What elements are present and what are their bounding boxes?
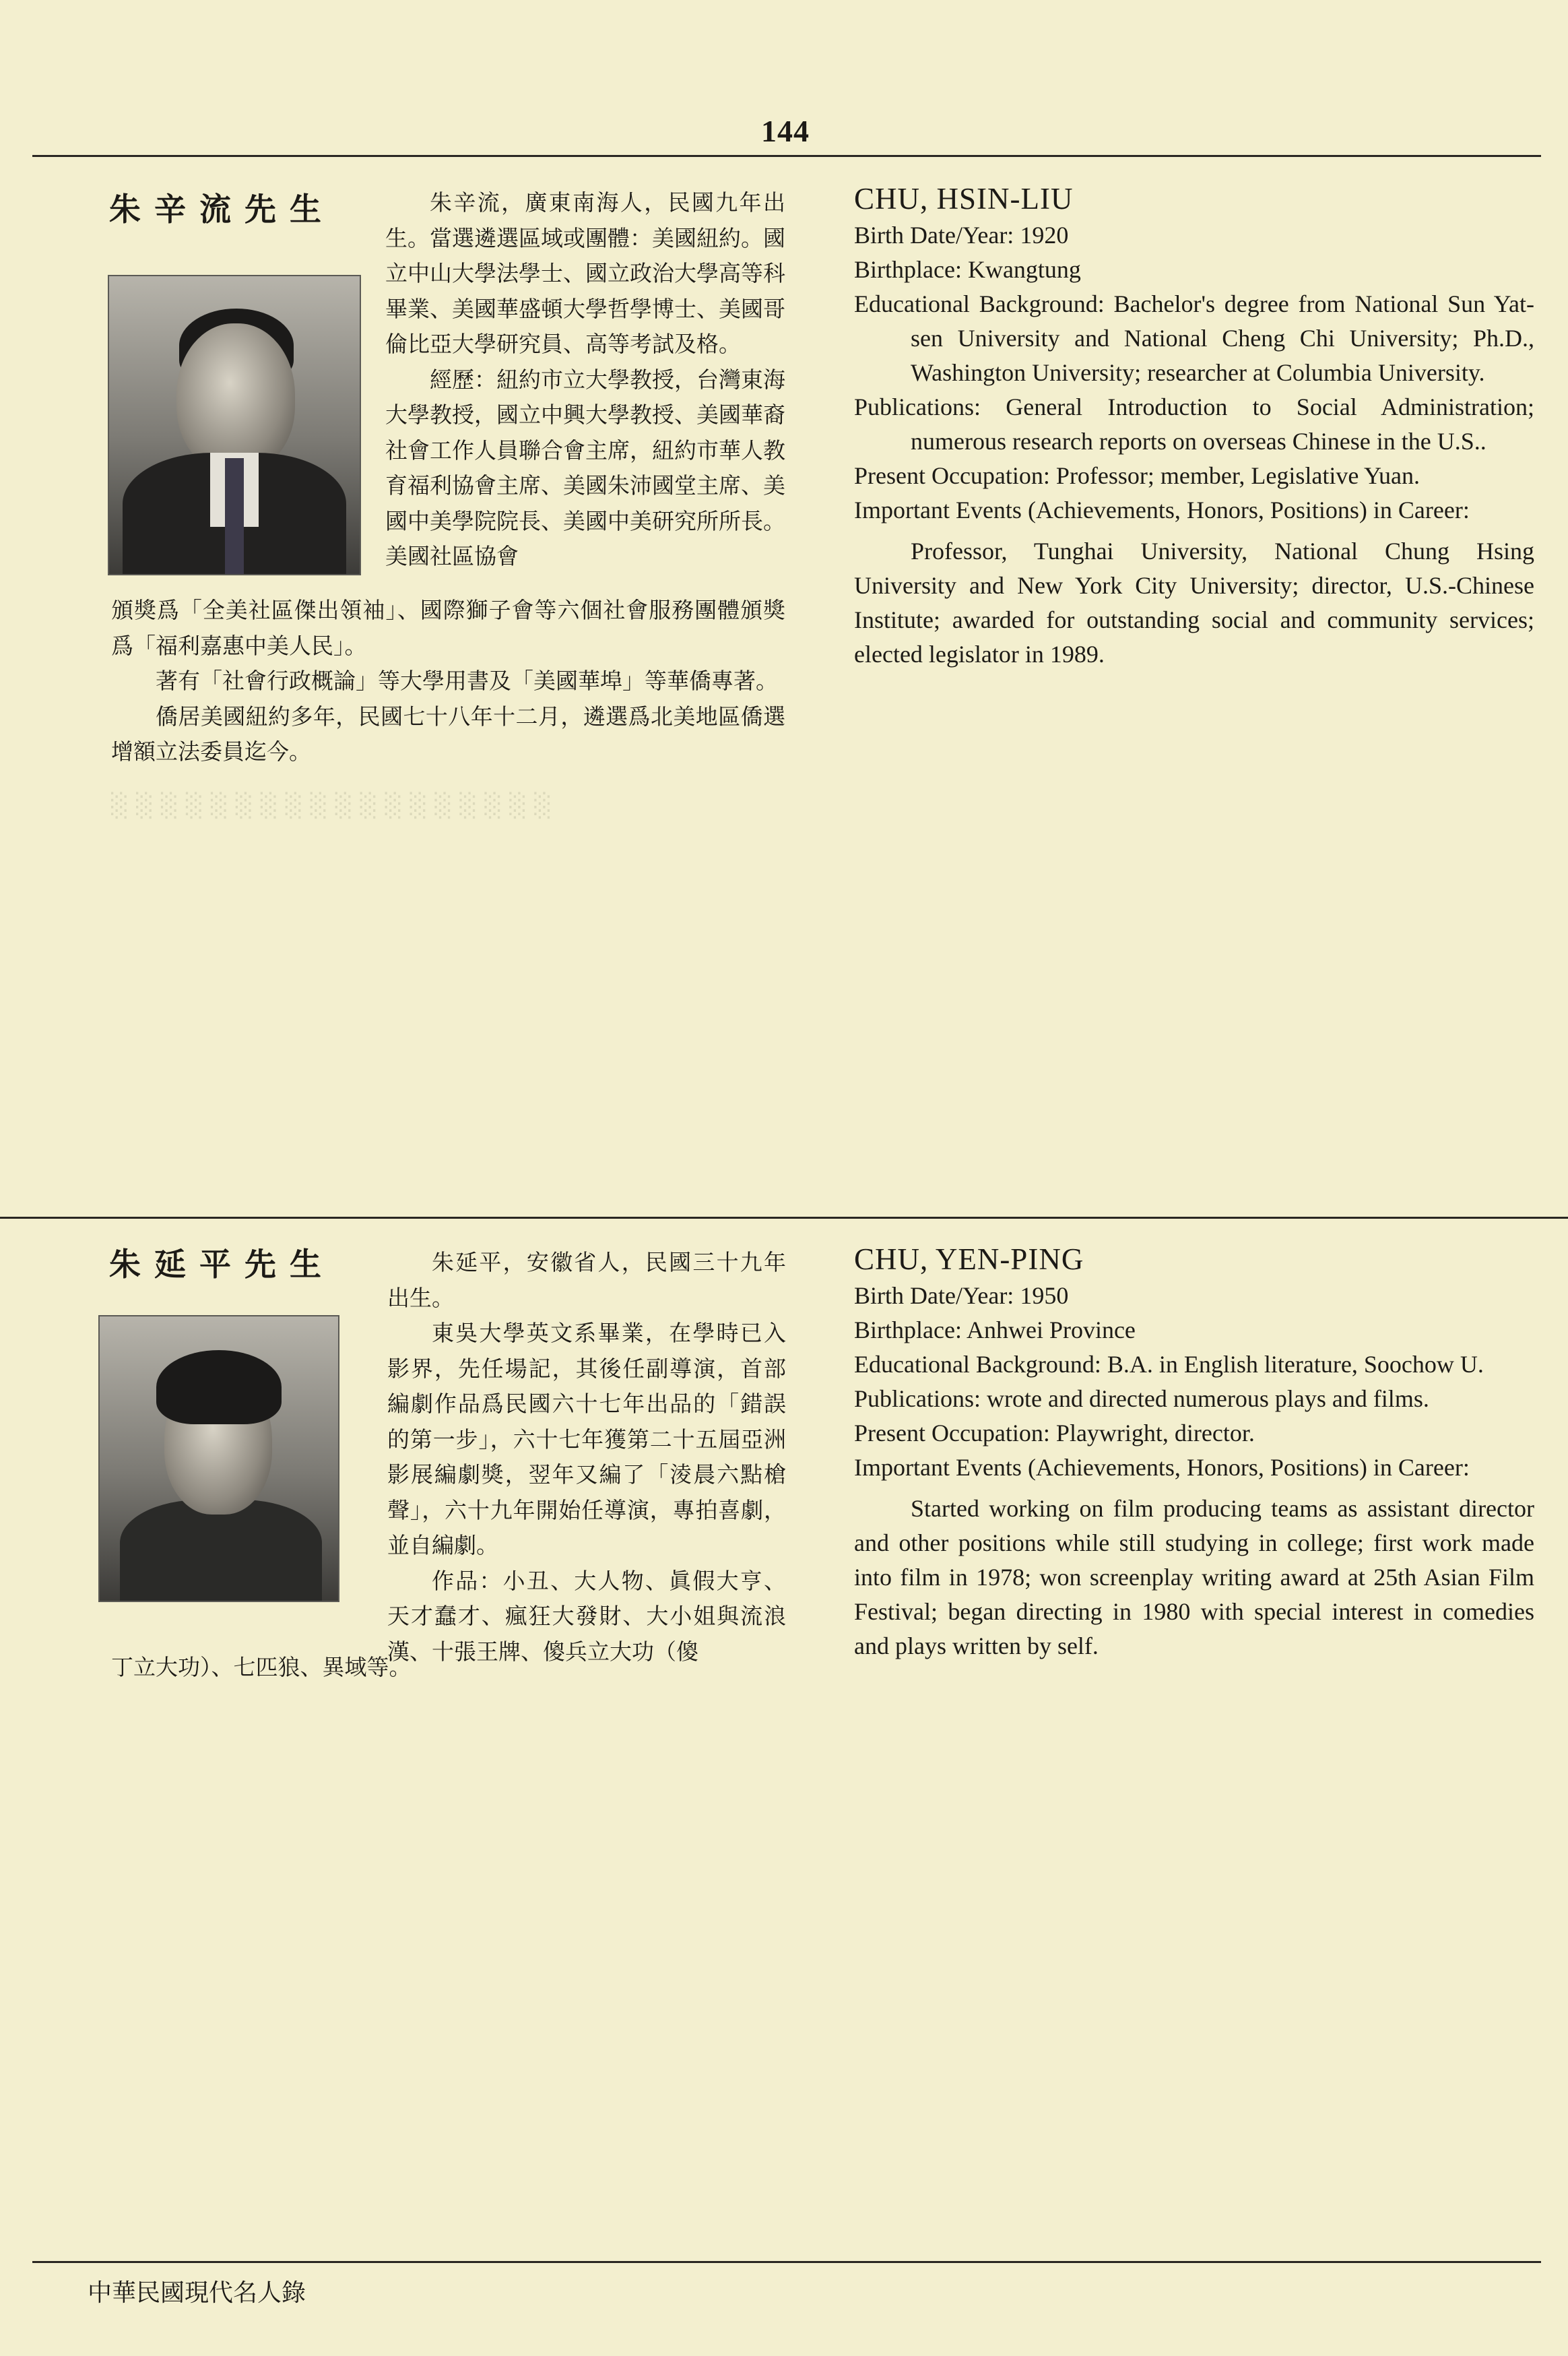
entry-1-bio-cn-p4: 僑居美國紐約多年，民國七十八年十二月，遴選爲北美地區僑選增額立法委員迄今。 [111, 703, 785, 765]
entry-2-birth-year: Birth Date/Year: 1950 [854, 1282, 1069, 1309]
entry-2-education: Educational Background: B.A. in English literature, Soochow U. [854, 1351, 1484, 1378]
entry-1-occupation: Present Occupation: Professor; member, Legislative Yuan. [854, 462, 1420, 489]
entry-2-bio-cn-p1: 朱延平，安徽省人，民國三十九年出生。 [387, 1249, 786, 1311]
entry-1-bio-cn-p3: 著有「社會行政概論」等大學用書及「美國華埠」等華僑專著。 [156, 668, 778, 694]
entry-2-publications: Publications: wrote and directed numerous plays and films. [854, 1385, 1429, 1412]
entry-1-bio-cn-p2a: 經歷：紐約市立大學教授，台灣東海大學教授，國立中興大學教授、美國華裔社會工作人員聯合會主席，紐約市華人教育福利協會主席、美國朱沛國堂主席、美國中美學院院長、美國中美研究所所長。美國社區協會 [385, 366, 785, 569]
entry-1-portrait-photo [108, 275, 361, 575]
entry-1-name-cn: 朱辛流先生 [109, 191, 335, 228]
entry-1-bio-en [854, 181, 1534, 672]
top-rule [32, 155, 1541, 157]
entry-1-bio-cn-p2b: 頒獎爲「全美社區傑出領袖」、國際獅子會等六個社會服務團體頒獎爲「福利嘉惠中美人民」。 [111, 597, 785, 659]
entry-1-events-label: Important Events (Achievements, Honors, Positions) in Career: [854, 497, 1470, 523]
entry-1-bio-cn-p1: 朱辛流，廣東南海人，民國九年出生。當選遴選區域或團體：美國紐約。國立中山大學法學士、國立政治大學高等科畢業、美國華盛頓大學哲學博士、美國哥倫比亞大學研究員、高等考試及格。 [385, 189, 785, 357]
entry-1-bio-cn-upper [385, 185, 785, 575]
entry-1-bio-cn-lower [111, 593, 785, 770]
entry-2-name-cn: 朱延平先生 [109, 1246, 335, 1283]
show-through-text: ░ ░ ░ ░ ░ ░ ░ ░ ░ ░ ░ ░ ░ ░ ░ ░ ░ ░ [111, 792, 552, 819]
middle-rule [0, 1217, 1568, 1219]
entry-2-name-en: CHU, YEN-PING [854, 1242, 1084, 1276]
entry-1-career: Professor, Tunghai University, National Chung Hsing University and New York City University; director, U.S.-Chinese Institute; awarded for outstanding social and community services; elected legislator in 1989. [854, 538, 1534, 668]
page-number: 144 [761, 114, 810, 148]
entry-2-bio-cn-p3b: 丁立大功）、七匹狼、異域等。 [111, 1654, 412, 1680]
entry-2-bio-cn-p3a: 作品：小丑、大人物、眞假大亨、天才蠢才、瘋狂大發財、大小姐與流浪漢、十張王牌、傻兵立大功（傻 [387, 1567, 786, 1665]
entry-2-occupation: Present Occupation: Playwright, director. [854, 1420, 1255, 1446]
entry-2-birthplace: Birthplace: Anhwei Province [854, 1316, 1136, 1343]
entry-1-education: Educational Background: Bachelor's degree from National Sun Yat-sen University and National Cheng Chi University; Ph.D., Washington University; researcher at Columbia University. [854, 290, 1534, 386]
entry-2-bio-en [854, 1241, 1534, 1663]
entry-1-name-en: CHU, HSIN-LIU [854, 182, 1074, 216]
entry-2-bio-cn-p2: 東吳大學英文系畢業，在學時已入影界，先任場記，其後任副導演，首部編劇作品爲民國六十七年出品的「錯誤的第一步」，六十七年獲第二十五屆亞洲影展編劇獎，翌年又編了「淩晨六點槍聲」，六十九年開始任導演，專拍喜劇，並自編劇。 [387, 1320, 786, 1558]
entry-2-career: Started working on film producing teams as assistant director and other positions while still studying in college; first work made into film in 1978; won screenplay writing award at 25th Asian Film Festival; began directing in 1980 with special interest in comedies and plays written by self. [854, 1495, 1534, 1659]
entry-2-bio-cn-upper [387, 1245, 786, 1669]
footer-book-title: 中華民國現代名人錄 [88, 2279, 306, 2307]
entry-1-birth-year: Birth Date/Year: 1920 [854, 222, 1069, 249]
entry-1-publications: Publications: General Introduction to Social Administration; numerous research reports on overseas Chinese in the U.S.. [854, 393, 1535, 455]
bottom-rule [32, 2261, 1541, 2263]
entry-2-bio-cn-lower [111, 1650, 785, 1686]
entry-2-events-label: Important Events (Achievements, Honors, Positions) in Career: [854, 1454, 1470, 1481]
entry-1-birthplace: Birthplace: Kwangtung [854, 256, 1081, 283]
entry-2-portrait-photo [98, 1315, 339, 1602]
